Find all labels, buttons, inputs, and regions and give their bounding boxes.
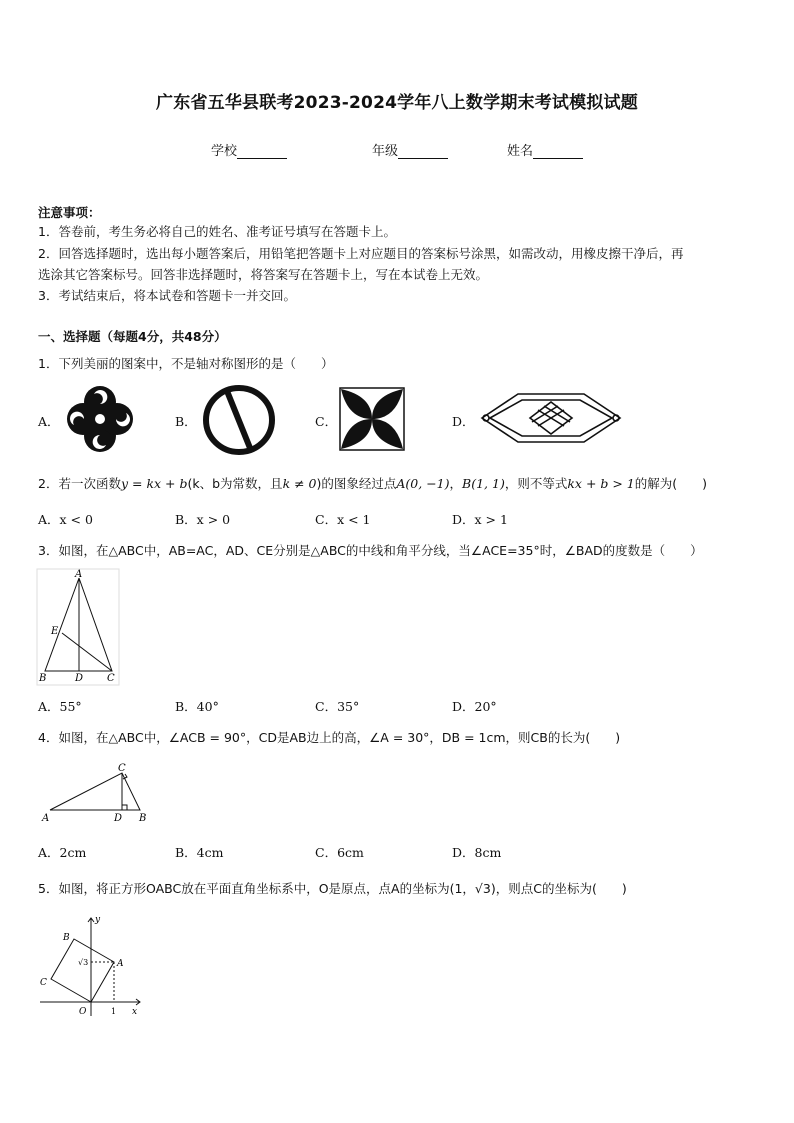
- school-field: [211, 140, 287, 159]
- q1-figure-c-leaf-square: [338, 386, 406, 452]
- q5-figure-coordinate-square: [36, 912, 148, 1022]
- q2-text-e: 的解为( ): [634, 476, 708, 491]
- q3-label-d: D: [75, 673, 84, 684]
- q5-label-o: O: [79, 1007, 87, 1017]
- q2-text-a: 2．若一次函数: [38, 476, 121, 491]
- notice-item-2-cont: 选涂其它答案标号。回答非选择题时，将答案写在答题卡上，写在本试卷上无效。: [38, 267, 489, 282]
- q4-figure-right-triangle: [38, 760, 158, 828]
- q4-option-d: D．8cm: [452, 845, 502, 860]
- q4-option-b: B．4cm: [175, 845, 224, 860]
- q1-label-a: A．: [38, 414, 60, 429]
- q4-option-c: C．6cm: [315, 845, 364, 860]
- q2-text-b: (k、b为常数，且: [187, 476, 283, 491]
- name-field: [507, 140, 583, 159]
- grade-blank: [398, 146, 448, 159]
- q2-function: y = kx + b: [120, 476, 188, 491]
- q5-tick-1: 1: [111, 1007, 117, 1016]
- q1-label-b: B．: [175, 414, 197, 429]
- q1-figure-a-swirl: [64, 385, 136, 453]
- q1-figure-b-slashed-circle: [200, 383, 278, 457]
- q5-label-b: B: [63, 933, 70, 943]
- q2-point-b: B(1, 1): [462, 476, 505, 491]
- q5-label-c: C: [40, 978, 47, 988]
- q2-text-c: )的图象经过点: [316, 476, 397, 491]
- q2-option-d: D．x > 1: [452, 512, 508, 527]
- q3-option-a: A．55°: [38, 699, 82, 714]
- question-3-stem: 3．如图，在△ABC中，AB=AC，AD、CE分别是△ABC的中线和角平分线，当∠ACE=35°时，∠BAD的度数是（ ）: [38, 543, 703, 558]
- name-label: 姓名: [507, 144, 534, 159]
- q2-option-b: B．x > 0: [175, 512, 231, 527]
- q1-figure-d-knot: [478, 392, 624, 444]
- q3-option-b: B．40°: [175, 699, 219, 714]
- q1-label-d: D．: [452, 414, 475, 429]
- question-4-stem: 4．如图，在△ABC中，∠ACB = 90°，CD是AB边上的高，∠A = 30°，DB = 1cm，则CB的长为( ): [38, 730, 621, 745]
- q2-inequality: kx + b > 1: [567, 476, 635, 491]
- question-1-stem: 1．下列美丽的图案中，不是轴对称图形的是（ ）: [38, 356, 334, 371]
- exam-title: 广东省五华县联考2023-2024学年八上数学期末考试模拟试题: [156, 93, 638, 113]
- q5-label-a: A: [117, 959, 124, 969]
- q3-label-a: A: [75, 569, 83, 580]
- q3-option-c: C．35°: [315, 699, 360, 714]
- q4-label-d: D: [114, 813, 123, 824]
- grade-label: 年级: [372, 144, 399, 159]
- q1-label-c: C．: [315, 414, 338, 429]
- q5-label-x: x: [132, 1007, 138, 1017]
- notice-heading: 注意事项：: [38, 205, 101, 220]
- question-5-stem: 5．如图，将正方形OABC放在平面直角坐标系中，O是原点，点A的坐标为(1，√3)，则点C的坐标为( ): [38, 881, 627, 896]
- q3-option-d: D．20°: [452, 699, 497, 714]
- q2-point-a: A(0, −1): [396, 476, 450, 491]
- q2-condition: k ≠ 0: [282, 476, 317, 491]
- school-blank: [237, 146, 287, 159]
- q3-label-c: C: [107, 673, 115, 684]
- section-heading: 一、选择题（每题4分，共48分）: [38, 329, 227, 344]
- q2-separator: ，: [449, 476, 463, 491]
- q5-tick-sqrt3: √3: [78, 958, 89, 967]
- name-blank: [533, 146, 583, 159]
- q2-text-d: ，则不等式: [504, 476, 568, 491]
- notice-item-3: 3．考试结束后，将本试卷和答题卡一并交回。: [38, 288, 296, 303]
- q5-label-y: y: [95, 915, 101, 925]
- school-label: 学校: [211, 144, 238, 159]
- q2-option-c: C．x < 1: [315, 512, 371, 527]
- q3-figure-triangle: [36, 568, 120, 686]
- q4-label-c: C: [118, 763, 126, 774]
- notice-item-2: 2．回答选择题时，选出每小题答案后，用铅笔把答题卡上对应题目的答案标号涂黑，如需改动，用橡皮擦干净后，再: [38, 246, 684, 261]
- q3-label-b: B: [39, 673, 47, 684]
- q2-option-a: A．x < 0: [38, 512, 93, 527]
- question-2-stem: [38, 474, 760, 492]
- notice-item-1: 1．答卷前，考生务必将自己的姓名、准考证号填写在答题卡上。: [38, 224, 396, 239]
- grade-field: [372, 140, 448, 159]
- q3-label-e: E: [51, 626, 59, 637]
- q4-label-b: B: [139, 813, 147, 824]
- q4-label-a: A: [42, 813, 50, 824]
- q4-option-a: A．2cm: [38, 845, 87, 860]
